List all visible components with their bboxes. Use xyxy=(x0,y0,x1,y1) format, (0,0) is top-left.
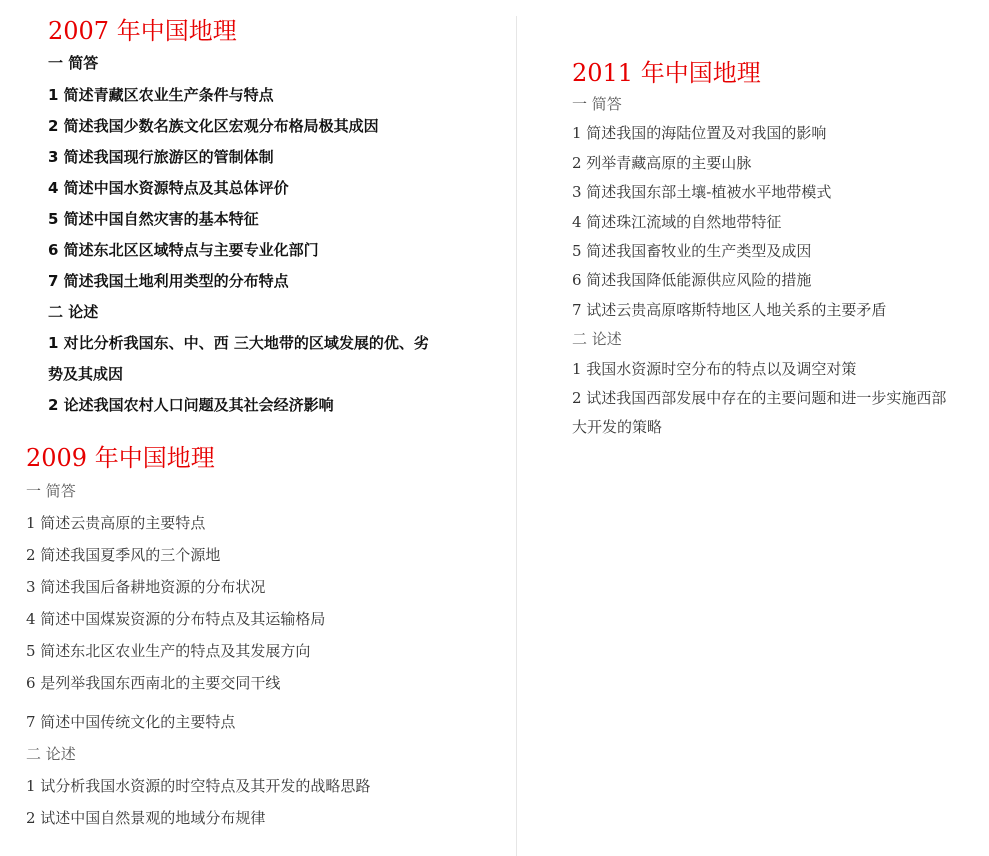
question-item-continued: 势及其成因 xyxy=(48,365,124,383)
question-item: 1 简述云贵高原的主要特点 xyxy=(26,514,206,532)
question-item: 3 简述我国东部土壤-植被水平地带模式 xyxy=(572,183,832,201)
section-title-2011: 2011 年中国地理 xyxy=(572,59,761,87)
question-item: 1 简述青藏区农业生产条件与特点 xyxy=(48,86,274,104)
question-item: 2 论述我国农村人口问题及其社会经济影响 xyxy=(48,396,334,414)
question-item: 5 简述我国畜牧业的生产类型及成因 xyxy=(572,242,812,260)
question-item: 3 简述我国现行旅游区的管制体制 xyxy=(48,148,274,166)
question-item: 2 列举青藏高原的主要山脉 xyxy=(572,154,752,172)
question-item: 2 简述我国夏季风的三个源地 xyxy=(26,546,221,564)
column-divider xyxy=(516,16,517,856)
question-item: 1 对比分析我国东、中、西 三大地带的区域发展的优、劣 xyxy=(48,334,429,352)
section-title-2007: 2007 年中国地理 xyxy=(48,17,237,45)
question-item: 6 简述东北区区域特点与主要专业化部门 xyxy=(48,241,319,259)
question-item: 1 我国水资源时空分布的特点以及调空对策 xyxy=(572,360,857,378)
question-item: 7 简述中国传统文化的主要特点 xyxy=(26,713,236,731)
question-item: 6 简述我国降低能源供应风险的措施 xyxy=(572,271,812,289)
question-item: 2 试述我国西部发展中存在的主要问题和进一步实施西部 xyxy=(572,389,947,407)
question-item: 2 简述我国少数名族文化区宏观分布格局极其成因 xyxy=(48,117,379,135)
section-title-2009: 2009 年中国地理 xyxy=(26,444,215,472)
question-item: 7 试述云贵高原喀斯特地区人地关系的主要矛盾 xyxy=(572,301,887,319)
heading-essay: 二 论述 xyxy=(26,745,76,763)
heading-short-answer: 一 简答 xyxy=(48,54,99,72)
heading-short-answer: 一 简答 xyxy=(26,482,76,500)
question-item: 4 简述中国水资源特点及其总体评价 xyxy=(48,179,289,197)
question-item: 5 简述东北区农业生产的特点及其发展方向 xyxy=(26,642,311,660)
question-item: 2 试述中国自然景观的地域分布规律 xyxy=(26,809,266,827)
heading-essay: 二 论述 xyxy=(48,303,99,321)
section-2009 xyxy=(26,443,506,843)
question-item-continued: 大开发的策略 xyxy=(572,418,663,436)
heading-short-answer: 一 简答 xyxy=(572,95,622,113)
section-2007 xyxy=(48,16,508,416)
heading-essay: 二 论述 xyxy=(572,330,622,348)
question-item: 1 简述我国的海陆位置及对我国的影响 xyxy=(572,124,827,142)
section-2011 xyxy=(572,58,982,458)
question-item: 6 是列举我国东西南北的主要交同干线 xyxy=(26,674,281,692)
question-item: 7 简述我国土地利用类型的分布特点 xyxy=(48,272,289,290)
question-item: 3 简述我国后备耕地资源的分布状况 xyxy=(26,578,266,596)
question-item: 1 试分析我国水资源的时空特点及其开发的战略思路 xyxy=(26,777,371,795)
question-item: 4 简述珠江流域的自然地带特征 xyxy=(572,213,782,231)
question-item: 4 简述中国煤炭资源的分布特点及其运输格局 xyxy=(26,610,326,628)
question-item: 5 简述中国自然灾害的基本特征 xyxy=(48,210,259,228)
